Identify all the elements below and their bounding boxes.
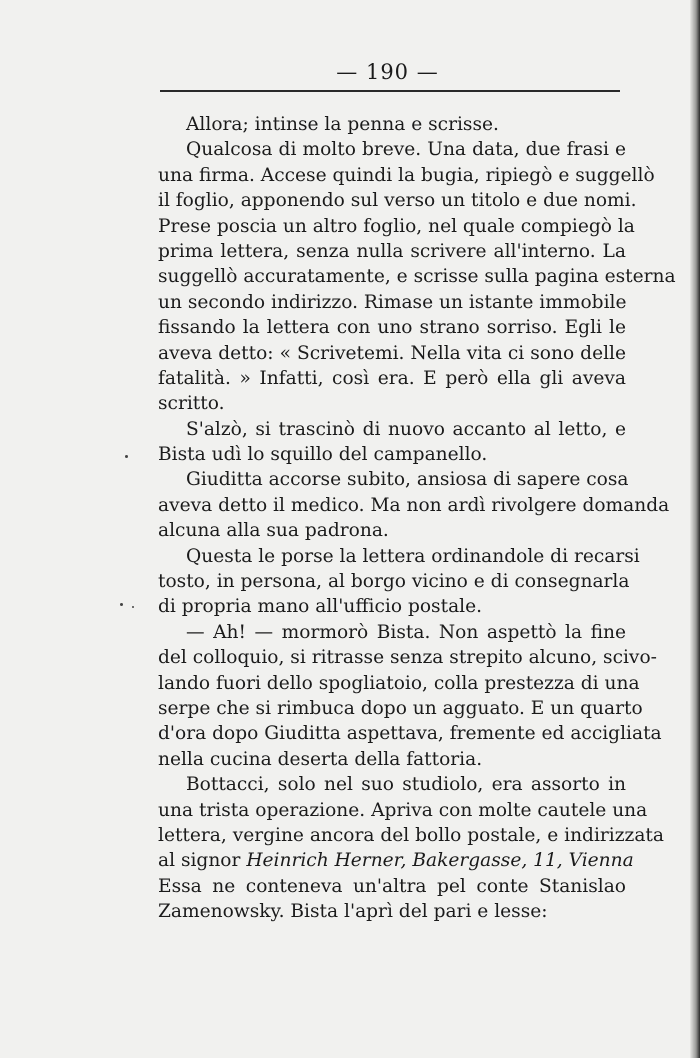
page-number: — 190 — [336, 60, 439, 84]
text-line-content: Giuditta accorse subito, ansiosa di sapere cosa [186, 469, 629, 491]
text-line [158, 137, 626, 162]
text-line-content: una firma. Accese quindi la bugia, ripiegò e suggellò [158, 164, 655, 186]
text-line [158, 874, 626, 899]
text-line-content: fissando la lettera con uno strano sorriso. Egli le [158, 317, 626, 339]
text-line-content: un secondo indirizzo. Rimase un istante immobile [158, 291, 627, 313]
text-line [158, 899, 626, 924]
text-line-content: nella cucina deserta della fattoria. [158, 748, 483, 770]
text-line-content: aveva detto il medico. Ma non ardì rivolgere domanda [158, 494, 670, 516]
text-line [158, 518, 626, 543]
text-line-content: Qualcosa di molto breve. Una data, due frasi e [186, 139, 626, 161]
text-line-content: serpe che si rimbuca dopo un agguato. E un quarto [158, 697, 643, 719]
text-line-content: lando fuori dello spogliatoio, colla prestezza di una [158, 672, 640, 694]
text-line [158, 721, 662, 746]
text-line-content: scritto. [158, 393, 225, 415]
page-edge-shadow [690, 0, 700, 1058]
text-line [158, 290, 626, 315]
text-line [158, 671, 640, 696]
text-line-content: aveva detto: « Scrivetemi. Nella vita ci sono delle [158, 342, 626, 364]
text-line [158, 112, 626, 137]
text-line-content: d'ora dopo Giuditta aspettava, fremente ed accigliata [158, 723, 662, 745]
text-line [158, 823, 664, 848]
text-line-content: al signor [158, 850, 247, 872]
text-line-content: fatalità. » Infatti, così era. E però ella gli aveva [158, 367, 626, 389]
text-line [158, 696, 643, 721]
text-line [158, 366, 626, 391]
text-line [158, 188, 637, 213]
text-line-content: Bista udì lo squillo del campanello. [158, 444, 488, 466]
print-speck [120, 603, 123, 606]
text-line-content: suggellò accuratamente, e scrisse sulla pagina esterna [158, 266, 676, 288]
text-line [158, 772, 626, 797]
text-line [158, 442, 626, 467]
text-line-content: Questa le porse la lettera ordinandole di recarsi [186, 545, 640, 567]
text-line [158, 594, 626, 619]
text-line-content: Essa ne conteneva un'altra pel conte Stanislao [158, 875, 626, 897]
italic-address: Heinrich Herner, Bakergasse, 11, Vienna [246, 850, 634, 872]
text-line [158, 264, 676, 289]
text-line [158, 747, 626, 772]
text-line-content: una trista operazione. Apriva con molte cautele una [158, 799, 648, 821]
text-line-content: il foglio, apponendo sul verso un titolo e due nomi. [158, 190, 637, 212]
header-rule [160, 90, 620, 92]
text-line-content: — Ah! — mormorò Bista. Non aspettò la fine [186, 621, 626, 643]
text-line-content: Zamenowsky. Bista l'aprì del pari e lesse: [158, 901, 548, 923]
text-line-content: prima lettera, senza nulla scrivere all'interno. La [158, 240, 626, 262]
body-text [158, 112, 676, 925]
text-line [158, 163, 655, 188]
text-line-content: alcuna alla sua padrona. [158, 520, 389, 542]
text-line [158, 239, 626, 264]
text-line [158, 467, 629, 492]
text-line-content: Prese poscia un altro foglio, nel quale compiegò la [158, 215, 635, 237]
text-line [158, 341, 626, 366]
text-line [158, 544, 640, 569]
text-line-content: del colloquio, si ritrasse senza strepito alcuno, scivo- [158, 647, 657, 669]
print-speck [132, 606, 134, 608]
text-line [158, 493, 670, 518]
print-speck [125, 455, 128, 458]
text-line [158, 391, 626, 416]
text-line [158, 569, 630, 594]
text-line-content: Bottacci, solo nel suo studiolo, era assorto in [186, 774, 626, 796]
text-line-content: di propria mano all'ufficio postale. [158, 596, 483, 618]
text-line [158, 848, 634, 873]
text-line [158, 315, 626, 340]
text-line [158, 620, 626, 645]
text-line [158, 214, 635, 239]
text-line [158, 645, 657, 670]
text-line-content: lettera, vergine ancora del bollo postale, e indirizzata [158, 824, 664, 846]
text-line-content: Allora; intinse la penna e scrisse. [186, 114, 499, 135]
text-line-content: tosto, in persona, al borgo vicino e di consegnarla [158, 571, 630, 593]
text-line [158, 798, 648, 823]
text-line [158, 417, 626, 442]
text-line-content: S'alzò, si trascinò di nuovo accanto al letto, e [186, 418, 626, 440]
